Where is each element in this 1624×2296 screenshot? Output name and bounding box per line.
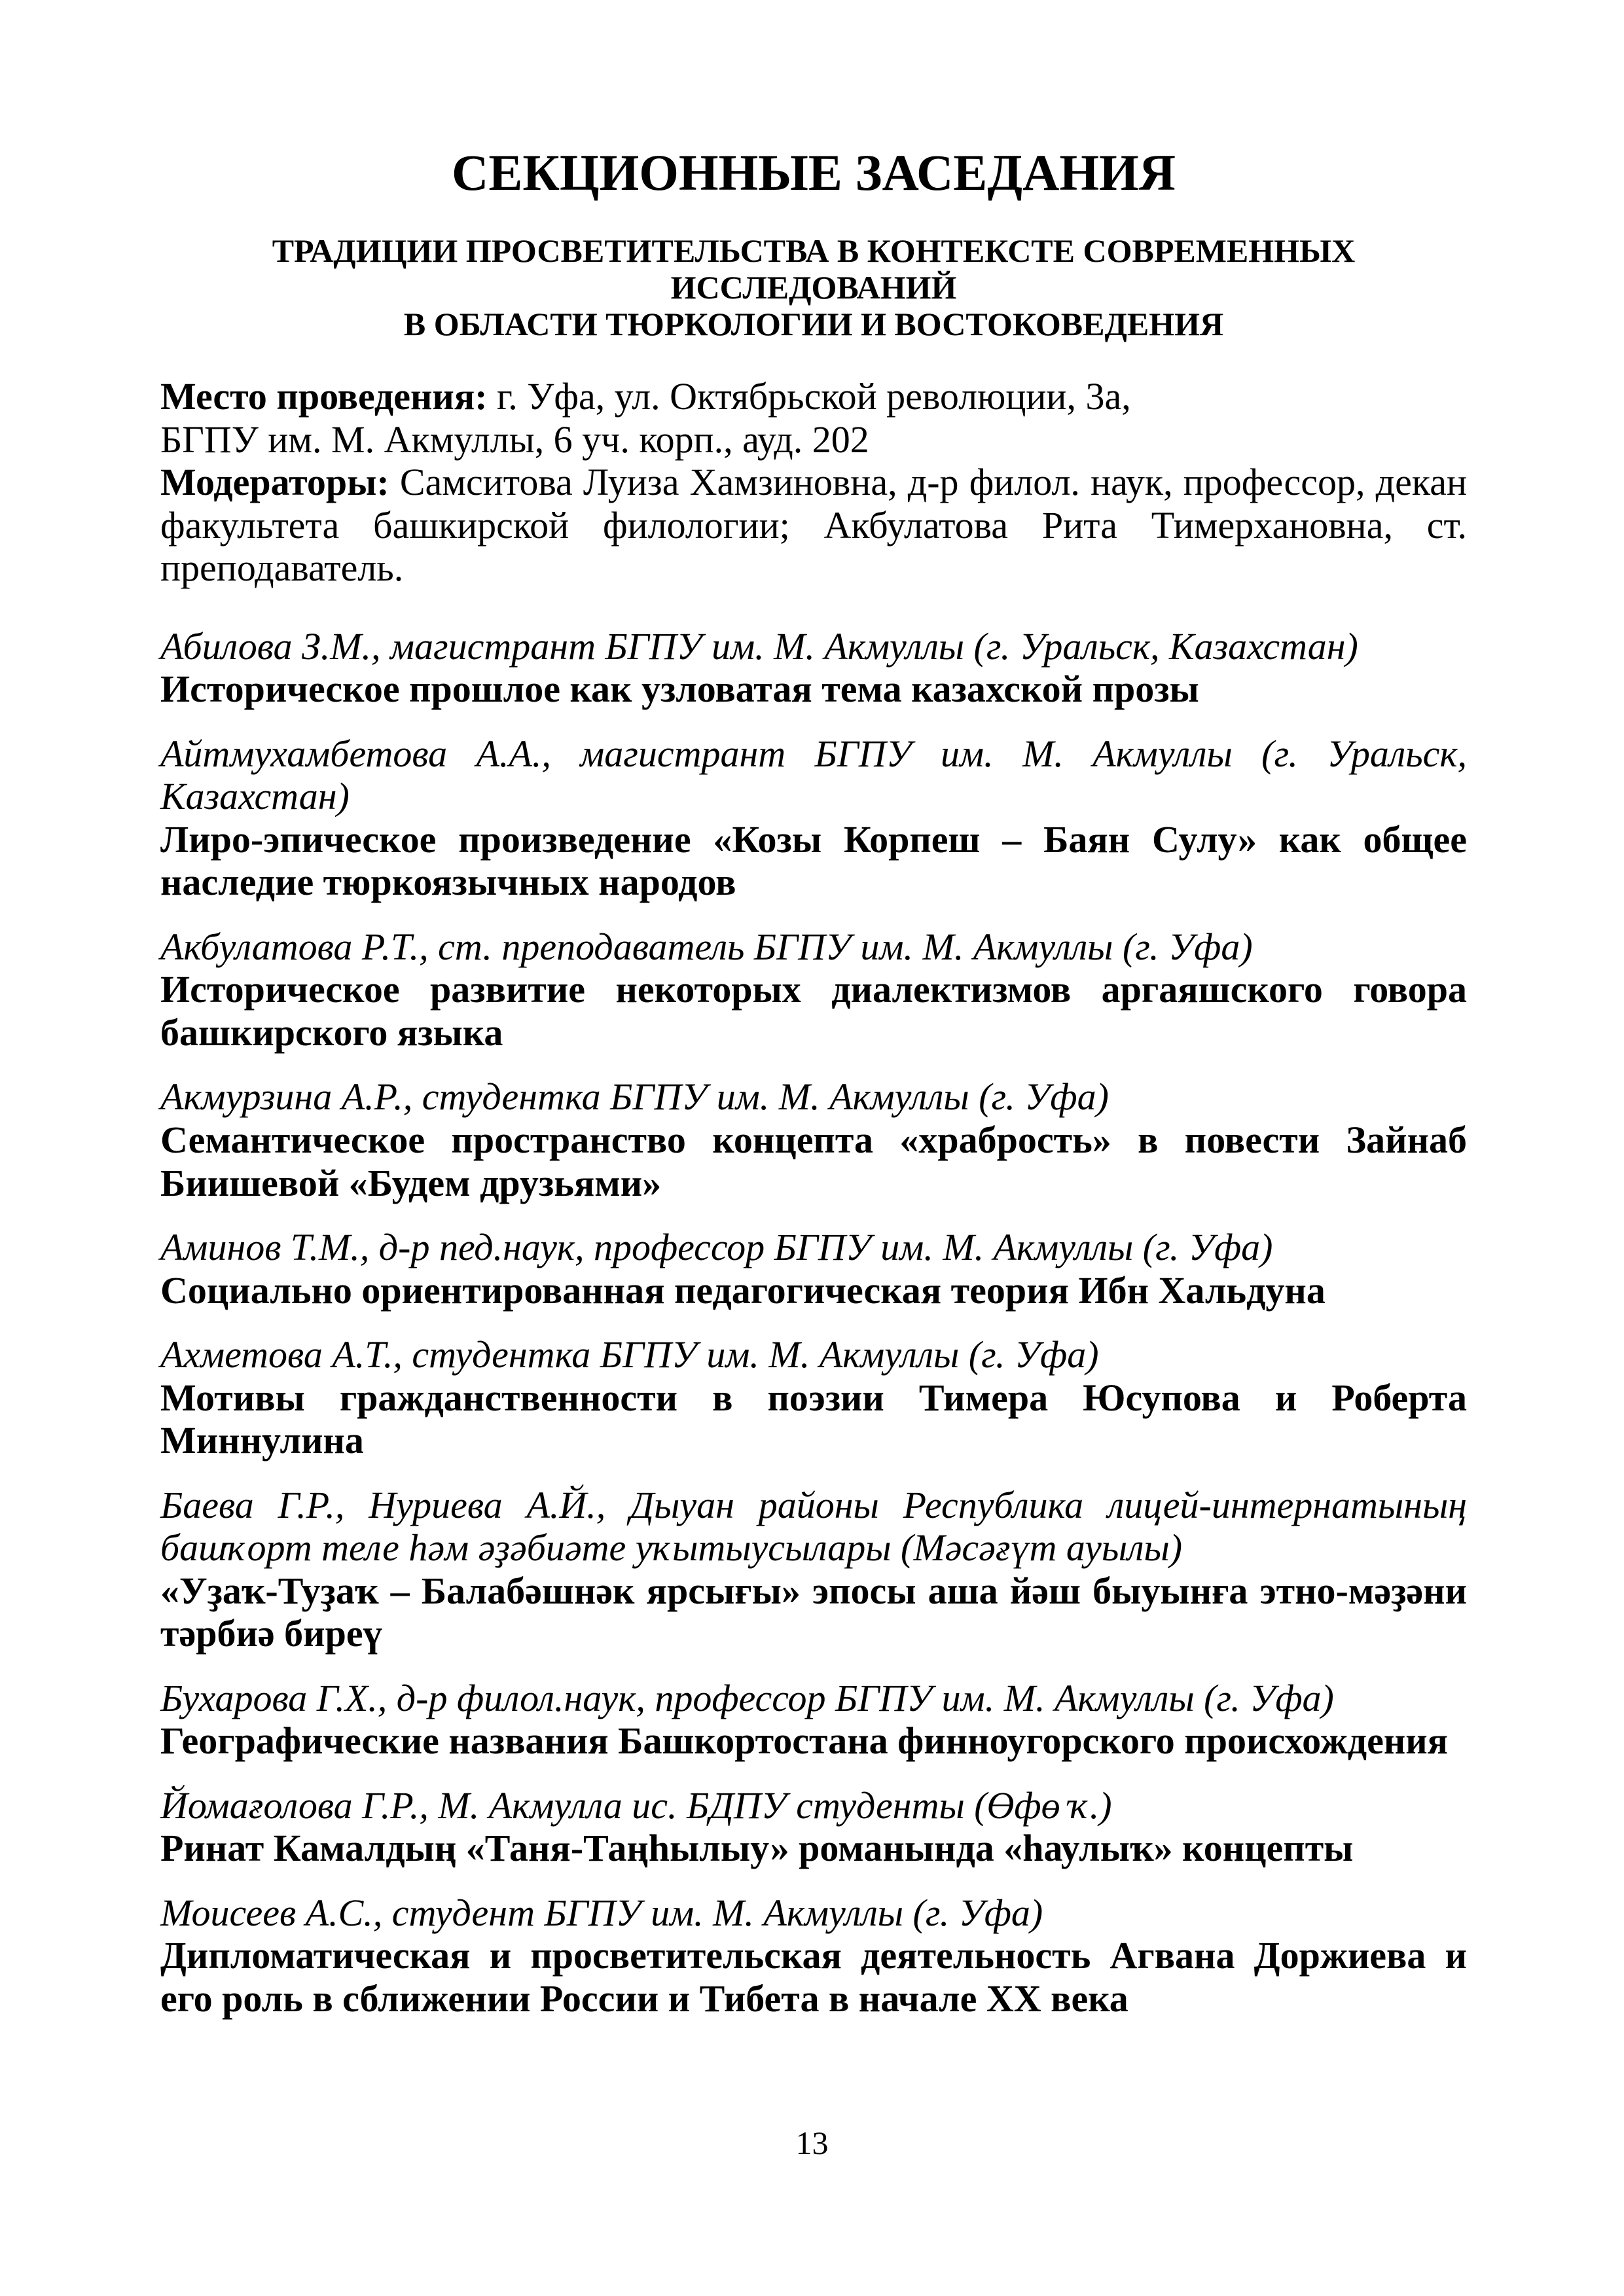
entry-author: Баева Г.Р., Нуриева А.Й., Дыуан районы Республика лицей-интернатының башҡорт теле һәм әҙәбиәте уҡытыусылары (Мәсәғүт ауылы) xyxy=(160,1483,1467,1570)
entry-author: Айтмухамбетова А.А., магистрант БГПУ им. М. Акмуллы (г. Уральск, Казахстан) xyxy=(160,732,1467,818)
entry-title: Историческое развитие некоторых диалектизмов аргаяшского говора башкирского языка xyxy=(160,968,1467,1054)
page-title: СЕКЦИОННЫЕ ЗАСЕДАНИЯ xyxy=(451,144,1176,201)
venue-label: Место проведения: xyxy=(160,375,488,418)
text-block xyxy=(160,144,1467,2020)
venue-moderators-paragraph xyxy=(160,375,1467,590)
program-entry xyxy=(160,1075,1467,1204)
section-heading-line-2: В ОБЛАСТИ ТЮРКОЛОГИИ И ВОСТОКОВЕДЕНИЯ xyxy=(403,306,1224,342)
entry-title: Ринат Камалдың «Таня-Таңһылыу» романында «һаулыҡ» концепты xyxy=(160,1827,1354,1870)
venue-text-line-2: БГПУ им. М. Акмуллы, 6 уч. корп., ауд. 202 xyxy=(160,418,869,461)
program-entry xyxy=(160,1226,1467,1312)
entry-author: Йомағолова Г.Р., М. Акмулла ис. БДПУ студенты (Өфө ҡ.) xyxy=(160,1784,1112,1827)
entry-title: Семантическое пространство концепта «храбрость» в повести Зайнаб Биишевой «Будем друзьями» xyxy=(160,1118,1467,1204)
page-number: 13 xyxy=(795,2125,829,2161)
entry-author: Акбулатова Р.Т., ст. преподаватель БГПУ им. М. Акмуллы (г. Уфа) xyxy=(160,925,1253,968)
entry-author: Ахметова А.Т., студентка БГПУ им. М. Акмуллы (г. Уфа) xyxy=(160,1333,1099,1376)
moderators-label: Модераторы: xyxy=(160,461,389,504)
program-entry xyxy=(160,732,1467,904)
entry-title: Историческое прошлое как узловатая тема казахской прозы xyxy=(160,668,1199,711)
entry-title: Дипломатическая и просветительская деятельность Агвана Доржиева и его роль в сближении России и Тибета в начале XX века xyxy=(160,1934,1467,2020)
entry-author: Акмурзина А.Р., студентка БГПУ им. М. Акмуллы (г. Уфа) xyxy=(160,1075,1109,1119)
program-entry xyxy=(160,1677,1467,1763)
entry-title: Социально ориентированная педагогическая теория Ибн Хальдуна xyxy=(160,1268,1326,1312)
entry-author: Моисеев А.С., студент БГПУ им. М. Акмуллы (г. Уфа) xyxy=(160,1891,1043,1934)
program-entry xyxy=(160,1784,1467,1870)
venue-text: г. Уфа, ул. Октябрьской революции, 3а, xyxy=(487,375,1131,418)
moderators-text: Самситова Луиза Хамзиновна, д-р филол. наук, профессор, декан факультета башкирской филологии; Акбулатова Рита Тимерхановна, ст. преподаватель. xyxy=(160,461,1467,590)
program-entry xyxy=(160,1333,1467,1462)
program-entry xyxy=(160,625,1467,711)
entry-title: «Уҙаҡ-Туҙаҡ – Балабәшнәк ярсығы» эпосы аша йәш быуынға этно-мәҙәни тәрбиә биреү xyxy=(160,1569,1467,1655)
section-heading-line-1: ТРАДИЦИИ ПРОСВЕТИТЕЛЬСТВА В КОНТЕКСТЕ СОВРЕМЕННЫХ ИССЛЕДОВАНИЙ xyxy=(272,232,1356,306)
program-entry xyxy=(160,1892,1467,2020)
program-entry xyxy=(160,925,1467,1054)
entry-author: Аминов Т.М., д-р пед.наук, профессор БГПУ им. М. Акмуллы (г. Уфа) xyxy=(160,1226,1273,1269)
entry-title: Мотивы гражданственности в поэзии Тимера Юсупова и Роберта Миннулина xyxy=(160,1376,1467,1462)
program-entry xyxy=(160,1484,1467,1655)
entry-title: Лиро-эпическое произведение «Козы Корпеш – Баян Сулу» как общее наследие тюркоязычных народов xyxy=(160,817,1467,904)
section-heading xyxy=(160,232,1467,342)
entry-author: Абилова З.М., магистрант БГПУ им. М. Акмуллы (г. Уральск, Казахстан) xyxy=(160,624,1358,668)
entry-author: Бухарова Г.Х., д-р филол.наук, профессор БГПУ им. М. Акмуллы (г. Уфа) xyxy=(160,1676,1334,1719)
entry-title: Географические названия Башкортостана финноугорского происхождения xyxy=(160,1719,1449,1763)
